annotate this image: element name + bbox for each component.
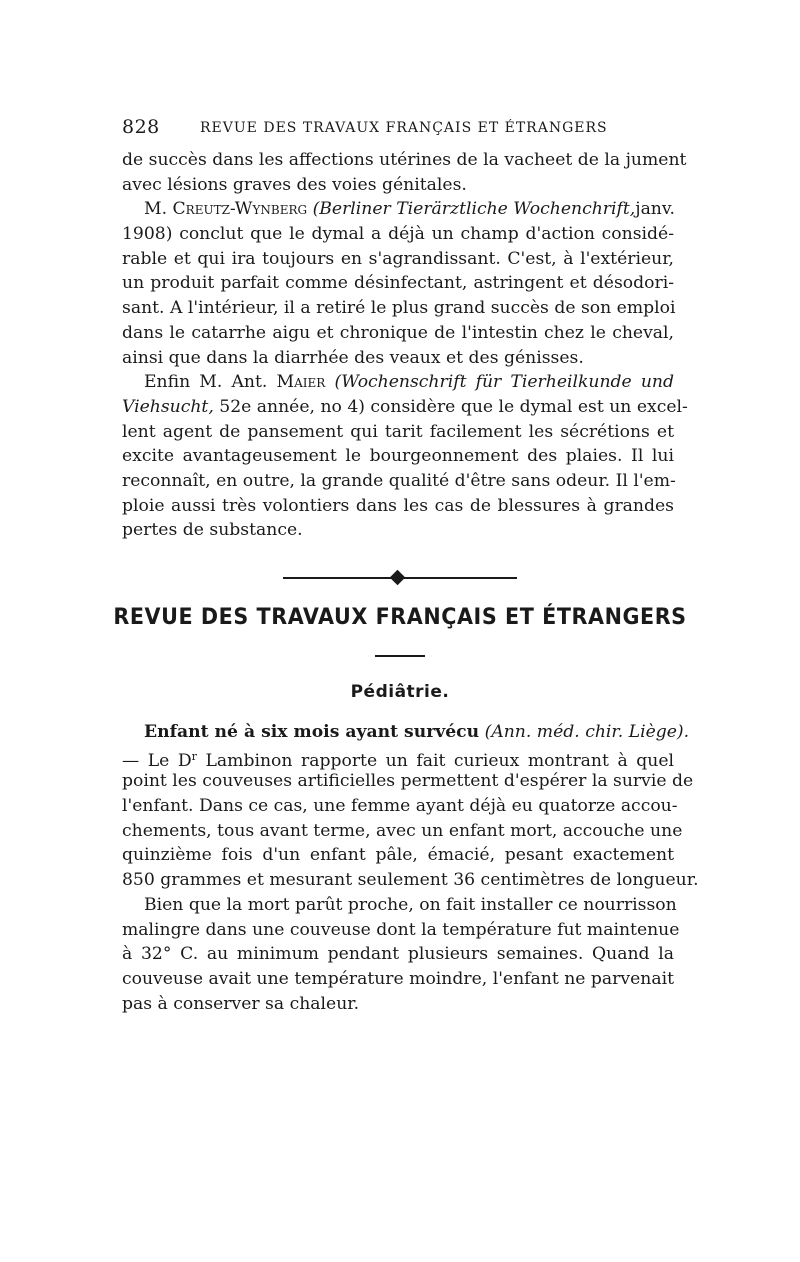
text-line: dans le catarrhe aigu et chronique de l'intestin chez le cheval, bbox=[122, 322, 674, 343]
text-line: lent agent de pansement qui tarit facilement les sécrétions et bbox=[122, 421, 674, 442]
text-line: 1908) conclut que le dymal a déjà un champ d'action considé- bbox=[122, 224, 674, 245]
text-line: 850 grammes et mesurant seulement 36 centimètres de longueur. bbox=[122, 870, 699, 891]
text-line: quinzième fois d'un enfant pâle, émacié, pesant exactement bbox=[122, 845, 674, 866]
text-line: reconnaît, en outre, la grande qualité d'être sans odeur. Il l'em- bbox=[122, 470, 676, 491]
subsection-title: Pédiâtrie. bbox=[350, 682, 450, 702]
text-line: un produit parfait comme désinfectant, astringent et désodori- bbox=[122, 273, 674, 294]
separator-diamond-ornament bbox=[390, 570, 406, 586]
article-title: Enfant né à six mois ayant survécu bbox=[144, 722, 480, 742]
text-line bbox=[122, 370, 674, 395]
text-fragment: janv. bbox=[635, 199, 676, 220]
text-line: Bien que la mort parût proche, on fait installer ce nourrisson bbox=[144, 894, 677, 915]
text-line bbox=[122, 745, 674, 770]
text-line: ploie aussi très volontiers dans les cas de blessures à grandes bbox=[122, 495, 674, 516]
paragraph-block-dymal bbox=[122, 148, 688, 543]
journal-title: (Ann. méd. chir. Liège). bbox=[484, 722, 690, 742]
text-line: pertes de substance. bbox=[122, 520, 303, 541]
running-head bbox=[122, 116, 682, 140]
text-line: chements, tous avant terme, avec un enfant mort, accouche une bbox=[122, 820, 683, 841]
text-fragment: Enfin M. Ant. bbox=[144, 372, 268, 393]
superscript: r bbox=[191, 749, 197, 763]
running-title: REVUE DES TRAVAUX FRANÇAIS ET ÉTRANGERS bbox=[200, 120, 608, 136]
section-title: REVUE DES TRAVAUX FRANÇAIS ET ÉTRANGERS bbox=[113, 604, 687, 630]
page-number: 828 bbox=[122, 116, 160, 138]
text-fragment: — Le D bbox=[122, 750, 192, 771]
text-line: excite avantageusement le bourgeonnement des plaies. Il lui bbox=[122, 446, 674, 467]
journal-title: (Wochenschrift für Tierheilkunde und bbox=[334, 372, 675, 393]
journal-title: (Berliner Tierärztliche Wochenchrift, bbox=[312, 199, 636, 220]
text-line: l'enfant. Dans ce cas, une femme ayant déjà eu quatorze accou- bbox=[122, 796, 678, 817]
text-line: avec lésions graves des voies génitales. bbox=[122, 174, 467, 195]
text-line bbox=[122, 197, 674, 222]
text-line: à 32° C. au minimum pendant plusieurs semaines. Quand la bbox=[122, 944, 674, 965]
short-rule bbox=[375, 655, 425, 657]
journal-title: Viehsucht, bbox=[122, 396, 214, 417]
paragraph-block-pediatrie bbox=[122, 720, 699, 1016]
text-line: malingre dans une couveuse dont la température fut maintenue bbox=[122, 919, 680, 940]
text-line: rable et qui ira toujours en s'agrandissant. C'est, à l'extérieur, bbox=[122, 248, 674, 269]
text-line bbox=[122, 395, 688, 420]
text-line: de succès dans les affections utérines de la vacheet de la jument bbox=[122, 150, 687, 170]
text-line: ainsi que dans la diarrhée des veaux et des génisses. bbox=[122, 347, 584, 368]
text-line: sant. A l'intérieur, il a retiré le plus grand succès de son emploi bbox=[122, 298, 676, 319]
author-name: Maier bbox=[276, 372, 326, 393]
text-line: pas à conserver sa chaleur. bbox=[122, 993, 360, 1014]
text-fragment: 52e année, no 4) considère que le dymal est un excel- bbox=[219, 396, 688, 417]
text-line: couveuse avait une température moindre, l'enfant ne parvenait bbox=[122, 968, 674, 989]
text-line: point les couveuses artificielles permettent d'espérer la survie de bbox=[122, 771, 694, 792]
text-fragment: Lambinon rapporte un fait curieux montrant à quel bbox=[205, 750, 674, 771]
text-line bbox=[122, 720, 690, 745]
author-name: M. Creutz-Wynberg bbox=[144, 199, 308, 220]
